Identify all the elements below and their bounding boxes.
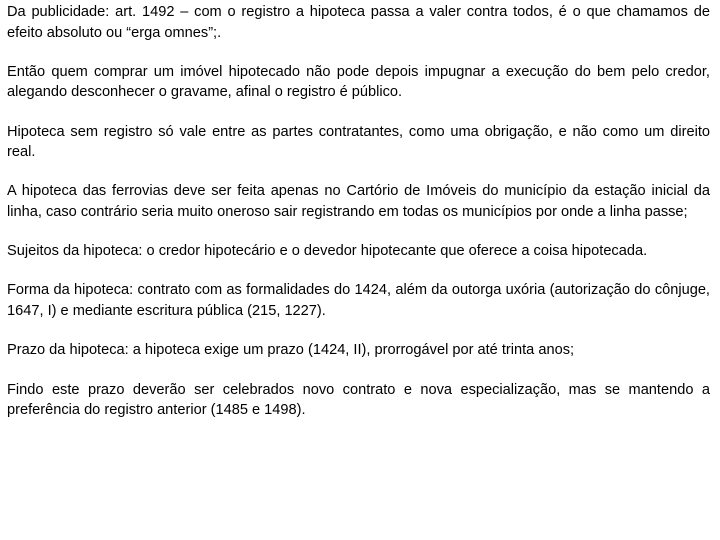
- paragraph-publicidade: Da publicidade: art. 1492 – com o registro a hipoteca passa a valer contra todos, é o que chamamos de efeito absoluto ou “erga omnes”;.: [7, 4, 710, 41]
- paragraph-prazo: Prazo da hipoteca: a hipoteca exige um prazo (1424, II), prorrogável por até trinta anos;: [7, 342, 575, 359]
- paragraph-ferrovias: A hipoteca das ferrovias deve ser feita apenas no Cartório de Imóveis do município da estação inicial da linha, caso contrário seria muito oneroso sair registrando em todas os municípios por onde a linha passe;: [7, 183, 710, 220]
- paragraph-sujeitos: Sujeitos da hipoteca: o credor hipotecário e o devedor hipotecante que oferece a coisa hipotecada.: [7, 243, 648, 260]
- paragraph-findo-prazo: Findo este prazo deverão ser celebrados novo contrato e nova especialização, mas se mantendo a preferência do registro anterior (1485 e 1498).: [7, 381, 710, 419]
- paragraph-imovel-hipotecado: Então quem comprar um imóvel hipotecado não pode depois impugnar a execução do bem pelo credor, alegando desconhecer o gravame, afinal o registro é público.: [7, 63, 710, 101]
- paragraph-forma: Forma da hipoteca: contrato com as formalidades do 1424, além da outorga uxória (autorização do cônjuge, 1647, I) e mediante escritura pública (215, 1227).: [7, 282, 710, 319]
- document-body: [7, 2, 710, 439]
- paragraph-hipoteca-sem-registro: Hipoteca sem registro só vale entre as partes contratantes, como uma obrigação, e não como um direito real.: [7, 123, 710, 161]
